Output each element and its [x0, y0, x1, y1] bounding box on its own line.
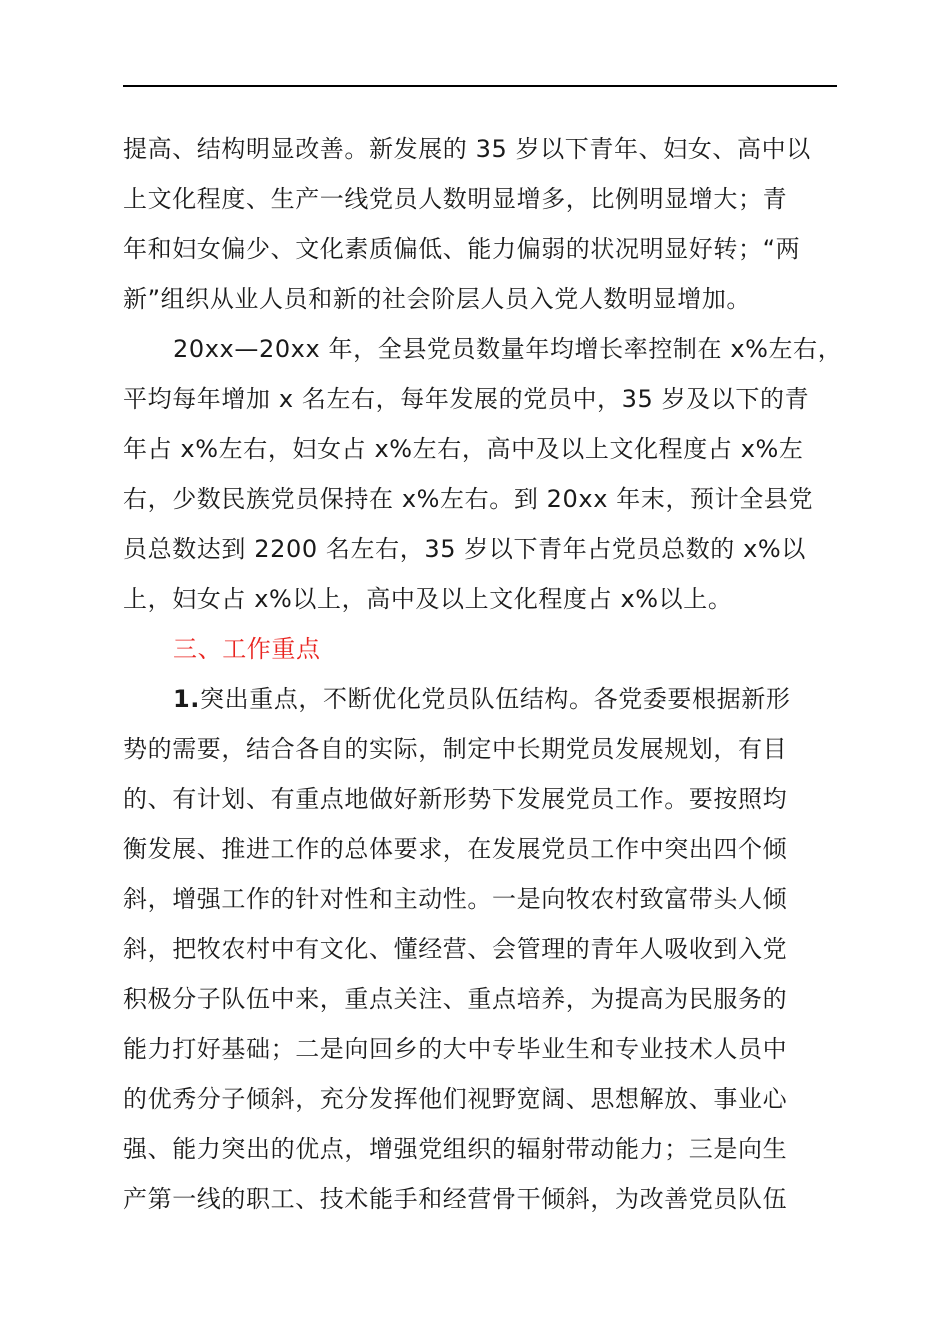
- text-line: 年占 x%左右，妇女占 x%左右，高中及以上文化程度占 x%左: [123, 435, 804, 463]
- text-line: 提高、结构明显改善。新发展的 35 岁以下青年、妇女、高中以: [123, 135, 811, 163]
- text-line: 的、有计划、有重点地做好新形势下发展党员工作。要按照均: [123, 785, 788, 813]
- text-line: 年和妇女偏少、文化素质偏低、能力偏弱的状况明显好转；“两: [123, 235, 801, 263]
- text-line: 上，妇女占 x%以上，高中及以上文化程度占 x%以上。: [123, 585, 733, 613]
- item-title-line: 突出重点，不断优化党员队伍结构。各党委要根据新形: [200, 685, 791, 713]
- text-line: 能力打好基础；二是向回乡的大中专毕业生和专业技术人员中: [123, 1035, 788, 1063]
- section-heading: 三、工作重点: [173, 635, 321, 663]
- item-number: 1.: [173, 685, 201, 713]
- text-line: 的优秀分子倾斜，充分发挥他们视野宽阔、思想解放、事业心: [123, 1085, 788, 1113]
- text-line: 斜，把牧农村中有文化、懂经营、会管理的青年人吸收到入党: [123, 935, 788, 963]
- text-line: 势的需要，结合各自的实际，制定中长期党员发展规划，有目: [123, 735, 788, 763]
- text-line: 平均每年增加 x 名左右，每年发展的党员中，35 岁及以下的青: [123, 385, 810, 413]
- text-line: 右，少数民族党员保持在 x%左右。到 20xx 年末，预计全县党: [123, 485, 814, 513]
- text-line: 新”组织从业人员和新的社会阶层人员入党人数明显增加。: [123, 285, 752, 313]
- text-line: 强、能力突出的优点，增强党组织的辐射带动能力；三是向生: [123, 1135, 788, 1163]
- text-line: 上文化程度、生产一线党员人数明显增多，比例明显增大；青: [123, 185, 788, 213]
- text-line: 积极分子队伍中来，重点关注、重点培养，为提高为民服务的: [123, 985, 788, 1013]
- header-rule: [123, 85, 837, 87]
- text-line: [173, 684, 913, 714]
- text-line: 20xx—20xx 年，全县党员数量年均增长率控制在 x%左右，: [173, 335, 843, 363]
- text-line: 员总数达到 2200 名左右，35 岁以下青年占党员总数的 x%以: [123, 535, 806, 563]
- text-line: 产第一线的职工、技术能手和经营骨干倾斜，为改善党员队伍: [123, 1185, 788, 1213]
- text-line: 衡发展、推进工作的总体要求，在发展党员工作中突出四个倾: [123, 835, 788, 863]
- text-line: 斜，增强工作的针对性和主动性。一是向牧农村致富带头人倾: [123, 885, 788, 913]
